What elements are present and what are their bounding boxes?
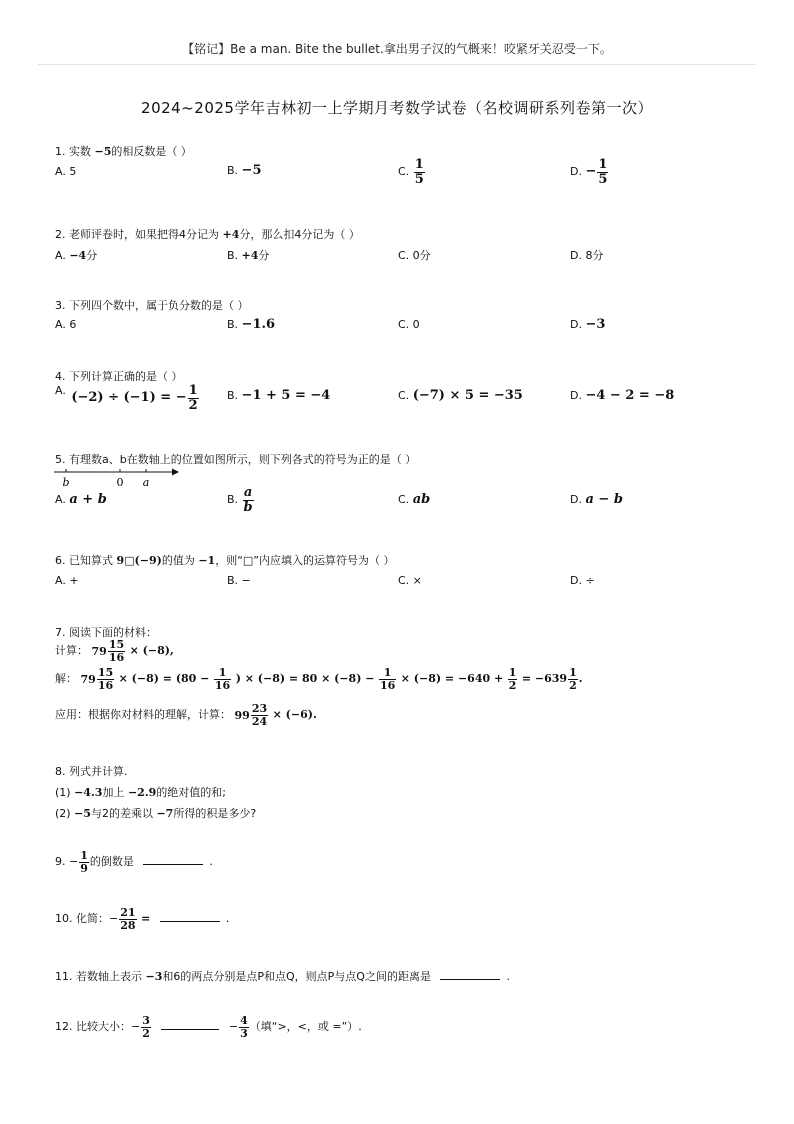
question-1-option-a[interactable]: A. 5	[55, 165, 77, 178]
question-1-option-d[interactable]: D. − $\frac{1}{5}$	[570, 157, 608, 187]
question-5-option-d[interactable]: D. a − b	[570, 492, 623, 507]
question-5-option-a[interactable]: A. a + b	[55, 492, 107, 507]
number-line-label-a: a	[142, 476, 150, 489]
answer-blank[interactable]	[161, 1029, 219, 1030]
question-3-stem: 3. 下列四个数中，属于负分数的是（ ）	[55, 299, 249, 312]
question-2-stem: 2. 老师评卷时，如果把得4分记为 +4分，那么扣4分记为（ ）	[55, 228, 360, 241]
question-2-option-c[interactable]: C. 0分	[398, 249, 431, 262]
question-1-option-b[interactable]: B. −5	[227, 163, 262, 178]
question-6-option-b[interactable]: B. −	[227, 574, 251, 587]
question-6-option-c[interactable]: C. ×	[398, 574, 422, 587]
question-9: 9. − $\frac{1}{9}$ 的倒数是 .	[55, 849, 213, 875]
question-8-part-1: (1) −4.3加上 −2.9的绝对值的和;	[55, 786, 227, 799]
fraction: $\frac{a}{b}$	[243, 485, 253, 515]
question-7-calc: 计算： 79 $\frac{15}{16}$ × (−8),	[55, 638, 174, 664]
question-3-option-a[interactable]: A. 6	[55, 318, 77, 331]
question-7-solution: 解： 79 $\frac{15}{16}$ × (−8) = (80 − $\frac{1}{16}$ ) × (−8) = 80 × (−8) − $\frac{1}{16}$ × (−8) = −640 + $\frac{1}{2}$ = −639 $\frac{1}{2}$ .	[55, 666, 583, 692]
exam-title: 2024~2025学年吉林初一上学期月考数学试卷（名校调研系列卷第一次）	[141, 99, 653, 117]
question-1-option-c[interactable]: C. $\frac{1}{5}$	[398, 157, 424, 187]
question-3-option-c[interactable]: C. 0	[398, 318, 420, 331]
arrow-icon	[172, 469, 179, 476]
question-2-option-a[interactable]: A. −4分	[55, 249, 98, 262]
question-7-stem: 7. 阅读下面的材料：	[55, 626, 157, 639]
question-8-stem: 8. 列式并计算.	[55, 765, 128, 778]
question-5-option-c[interactable]: C. ab	[398, 492, 431, 507]
question-6-stem: 6. 已知算式 9□(−9)的值为 −1，则“□”内应填入的运算符号为（ ）	[55, 554, 395, 567]
mixed-number: 79 $\frac{15}{16}$	[80, 666, 114, 692]
fraction: $\frac{1}{5}$	[598, 157, 608, 187]
question-4-stem: 4. 下列计算正确的是（ ）	[55, 370, 183, 383]
question-4-option-d[interactable]: D. −4 − 2 = −8	[570, 388, 675, 403]
answer-blank[interactable]	[143, 864, 203, 865]
question-8-part-2: (2) −5与2的差乘以 −7所得的积是多少?	[55, 807, 257, 820]
question-11: 11. 若数轴上表示 −3和6的两点分别是点P和点Q，则点P与点Q之间的距离是 .	[55, 970, 510, 983]
question-4-option-c[interactable]: C. (−7) × 5 = −35	[398, 388, 523, 403]
number-line	[52, 464, 182, 490]
question-5-option-b[interactable]: B. $\frac{a}{b}$	[227, 485, 253, 515]
header-banner: 【铭记】Be a man. Bite the bullet.拿出男子汉的气概来！咬紧牙关忍受一下。	[182, 42, 612, 56]
fraction: $\frac{1}{2}$	[188, 383, 198, 413]
question-6-option-d[interactable]: D. ÷	[570, 574, 595, 587]
question-2-option-b[interactable]: B. +4分	[227, 249, 270, 262]
question-5-stem: 5. 有理数a、b在数轴上的位置如图所示，则下列各式的符号为正的是（ ）	[55, 453, 417, 466]
mixed-number: 79 $\frac{15}{16}$	[91, 638, 125, 664]
question-3-option-b[interactable]: B. −1.6	[227, 317, 276, 332]
question-7-application: 应用：根据你对材料的理解，计算： 99 $\frac{23}{24}$ × (−6).	[55, 702, 317, 728]
question-12: 12. 比较大小：− $\frac{3}{2}$ − $\frac{4}{3}$ （填“>，<，或 =”）.	[55, 1014, 362, 1040]
question-3-option-d[interactable]: D. −3	[570, 317, 606, 332]
mixed-number: 99 $\frac{23}{24}$	[234, 702, 268, 728]
answer-blank[interactable]	[160, 921, 220, 922]
number-line-label-b: b	[62, 476, 70, 489]
question-4-option-b[interactable]: B. −1 + 5 = −4	[227, 388, 331, 403]
question-4-option-a[interactable]: A. (−2) ÷ (−1) = − $\frac{1}{2}$	[55, 383, 198, 413]
question-6-option-a[interactable]: A. +	[55, 574, 79, 587]
fraction: $\frac{1}{5}$	[414, 157, 424, 187]
number-line-label-0: 0	[116, 476, 124, 489]
header-divider	[38, 64, 756, 65]
question-10: 10. 化简：− $\frac{21}{28}$ = .	[55, 906, 230, 932]
question-2-option-d[interactable]: D. 8分	[570, 249, 604, 262]
answer-blank[interactable]	[440, 979, 500, 980]
question-1-stem: 1. 实数 −5的相反数是（ ）	[55, 145, 192, 158]
